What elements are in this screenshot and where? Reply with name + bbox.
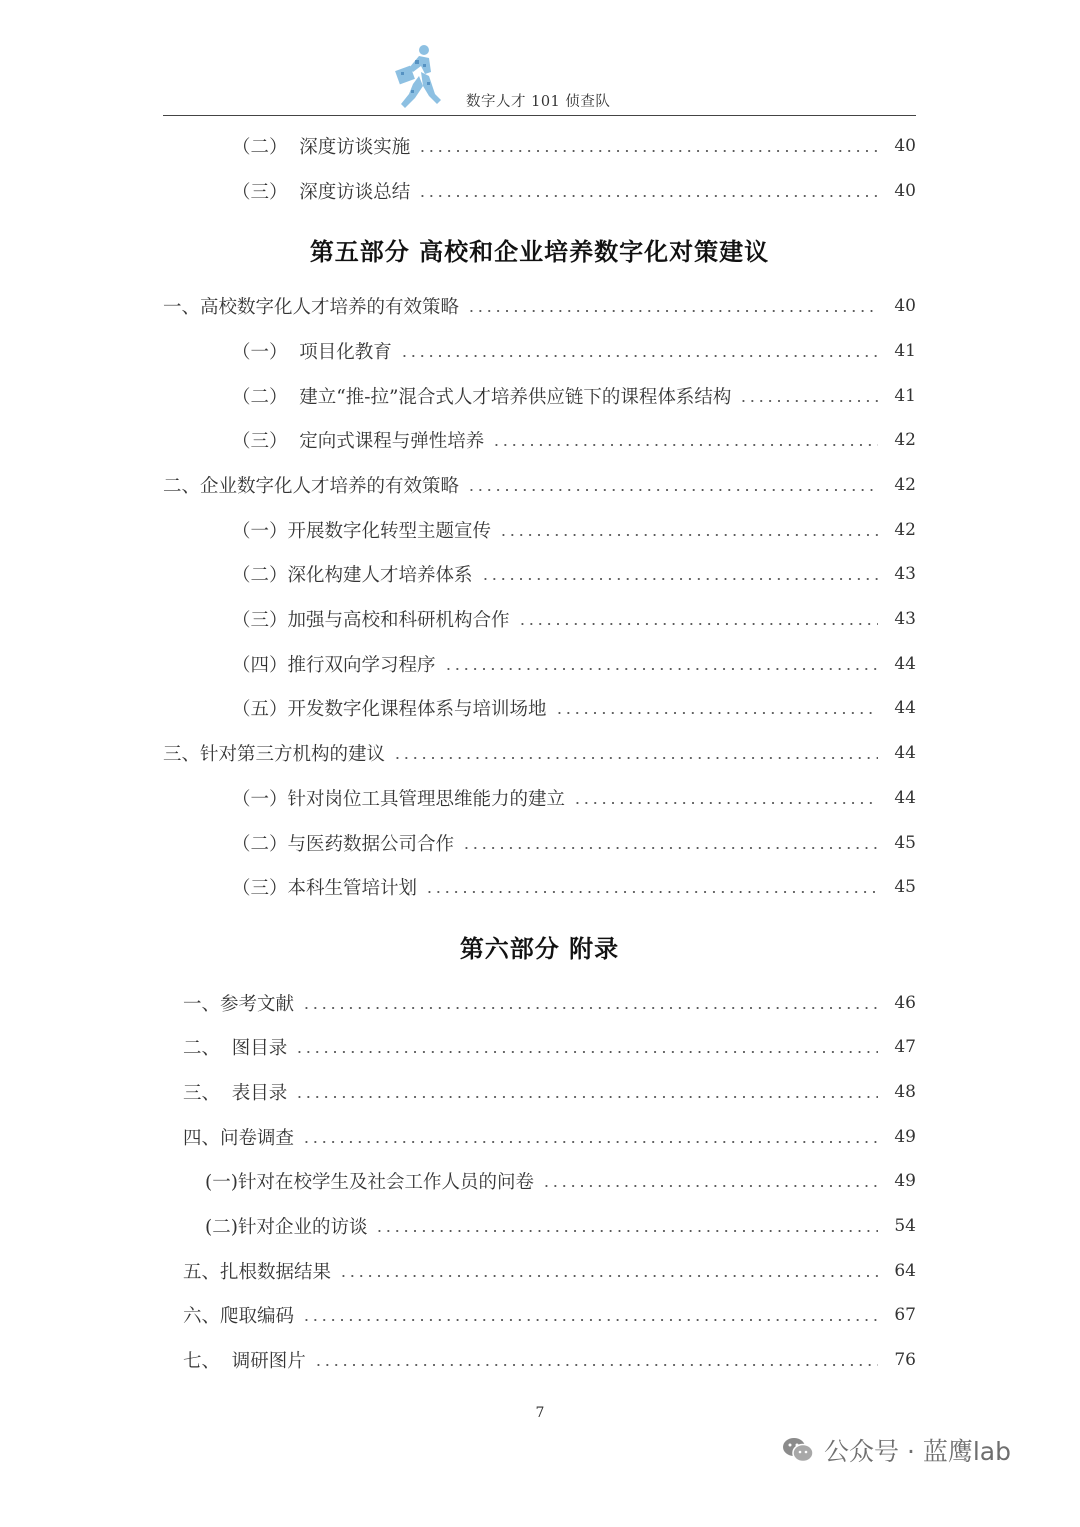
dot-leader (375, 1230, 878, 1232)
toc-entry-page: 64 (894, 1261, 916, 1281)
page-number: 7 (535, 1405, 545, 1421)
toc-entry-label: 二、企业数字化人才培养的有效策略 (163, 476, 460, 497)
toc-entry-number: （四） (232, 655, 288, 676)
toc-entry[interactable] (183, 988, 916, 1018)
toc-entry-number: 一、 (183, 994, 221, 1015)
dot-leader (481, 578, 878, 580)
toc-entry-page: 42 (894, 520, 916, 540)
toc-entry[interactable] (183, 1300, 916, 1330)
dot-leader (339, 1275, 878, 1277)
toc-entry-number: （一） (232, 342, 300, 363)
toc-entry-label: 针对企业的访谈 (237, 1217, 368, 1238)
toc-entry[interactable] (232, 425, 916, 455)
toc-entry-label: 调研图片 (231, 1351, 306, 1372)
toc-entry[interactable] (232, 559, 916, 589)
toc-entry[interactable] (232, 381, 916, 411)
toc-entry[interactable] (232, 176, 916, 206)
dot-leader (400, 355, 878, 357)
dot-leader (518, 623, 878, 625)
toc-entry[interactable] (232, 131, 916, 161)
dot-leader (499, 534, 878, 536)
dot-leader (462, 847, 878, 849)
toc-entry-page: 49 (894, 1171, 916, 1191)
section-heading: 第六部分 附录 (459, 934, 620, 963)
toc-entry-number: 七、 (183, 1351, 232, 1372)
toc-entry-number: （二） (232, 137, 300, 158)
toc-entry[interactable] (232, 783, 916, 813)
toc-entry[interactable] (183, 1256, 916, 1286)
toc-entry-number: （三） (232, 610, 288, 631)
toc-entry-number: （二） (232, 565, 288, 586)
toc-entry-page: 76 (894, 1350, 916, 1370)
dot-leader (295, 1051, 878, 1053)
toc-entry-page: 45 (894, 833, 916, 853)
toc-entry-label: 项目化教育 (299, 342, 392, 363)
dot-leader (467, 489, 878, 491)
toc-entry-number: (一) (205, 1172, 238, 1193)
toc-entry[interactable] (232, 336, 916, 366)
toc-entry[interactable] (232, 604, 916, 634)
toc-entry-label: 针对岗位工具管理思维能力的建立 (287, 789, 566, 810)
toc-entry[interactable] (183, 1122, 916, 1152)
toc-entry[interactable] (232, 828, 916, 858)
toc-entry-label: 本科生管培计划 (287, 878, 418, 899)
dot-leader (302, 1007, 878, 1009)
toc-entry-page: 47 (894, 1037, 916, 1057)
toc-entry-page: 67 (894, 1305, 916, 1325)
toc-entry-label: 深度访谈实施 (299, 137, 411, 158)
toc-entry-number: 二、 (183, 1038, 232, 1059)
toc-entry-label: 加强与高校和科研机构合作 (287, 610, 510, 631)
toc-entry-page: 43 (894, 564, 916, 584)
toc-entry[interactable] (232, 872, 916, 902)
dot-leader (393, 757, 878, 759)
toc-entry[interactable] (232, 693, 916, 723)
dot-leader (302, 1319, 878, 1321)
toc-entry-label: 爬取编码 (220, 1306, 295, 1327)
toc-entry[interactable] (205, 1166, 916, 1196)
toc-entry-number: （一） (232, 521, 288, 542)
toc-entry-label: 深度访谈总结 (299, 182, 411, 203)
toc-entry-number: （二） (232, 387, 300, 408)
dot-leader (425, 891, 878, 893)
toc-entry-number: 三、 (183, 1083, 232, 1104)
toc-entry[interactable] (163, 291, 916, 321)
toc-entry-page: 41 (894, 341, 916, 361)
toc-entry-label: 开发数字化课程体系与培训场地 (287, 699, 547, 720)
toc-entry-label: 图目录 (231, 1038, 288, 1059)
toc-entry-number: （一） (232, 789, 288, 810)
toc-entry[interactable] (183, 1077, 916, 1107)
toc-entry-label: 参考文献 (220, 994, 295, 1015)
toc-entry-page: 48 (894, 1082, 916, 1102)
toc-entry-label: 开展数字化转型主题宣传 (287, 521, 492, 542)
toc-entry[interactable] (205, 1211, 916, 1241)
toc-entry-page: 44 (894, 743, 916, 763)
toc-entry[interactable] (183, 1032, 916, 1062)
page-header (163, 40, 916, 116)
toc-entry[interactable] (183, 1345, 916, 1375)
toc-entry[interactable] (232, 515, 916, 545)
toc-entry-number: (二) (205, 1217, 238, 1238)
toc-entry-label: 与医药数据公司合作 (287, 834, 455, 855)
dot-leader (739, 400, 878, 402)
runner-logo-icon (391, 42, 443, 114)
toc-entry-label: 一、高校数字化人才培养的有效策略 (163, 297, 460, 318)
toc-entry-page: 44 (894, 788, 916, 808)
wechat-icon (782, 1436, 814, 1464)
dot-leader (314, 1364, 878, 1366)
toc-entry-number: （三） (232, 182, 300, 203)
toc-entry-label: 建立“推-拉”混合式人才培养供应链下的课程体系结构 (299, 387, 732, 408)
watermark-text: 公众号 · 蓝鹰lab (824, 1437, 1011, 1466)
watermark (782, 1432, 1011, 1468)
toc-entry-label: 针对在校学生及社会工作人员的问卷 (237, 1172, 534, 1193)
dot-leader (555, 712, 878, 714)
dot-leader (302, 1141, 878, 1143)
toc-entry-label: 深化构建人才培养体系 (287, 565, 473, 586)
toc-entry-number: （三） (232, 431, 300, 452)
toc-entry-label: 扎根数据结果 (220, 1262, 332, 1283)
dot-leader (573, 802, 878, 804)
toc-entry-page: 44 (894, 654, 916, 674)
dot-leader (542, 1185, 878, 1187)
toc-entry-page: 49 (894, 1127, 916, 1147)
toc-entry-page: 43 (894, 609, 916, 629)
header-divider (163, 115, 916, 117)
toc-entry-number: 六、 (183, 1306, 221, 1327)
toc-entry-number: 五、 (183, 1262, 221, 1283)
toc-entry-number: （三） (232, 878, 288, 899)
toc-entry-page: 42 (894, 475, 916, 495)
toc-entry-page: 45 (894, 877, 916, 897)
toc-entry-label: 三、针对第三方机构的建议 (163, 744, 386, 765)
section-heading: 第五部分 高校和企业培养数字化对策建议 (309, 237, 770, 266)
toc-entry-page: 46 (894, 993, 916, 1013)
toc-entry-page: 42 (894, 430, 916, 450)
dot-leader (467, 310, 878, 312)
toc-entry-number: 四、 (183, 1128, 221, 1149)
toc-entry-page: 40 (894, 296, 916, 316)
toc-entry-page: 44 (894, 698, 916, 718)
dot-leader (444, 668, 878, 670)
toc-entry[interactable] (232, 649, 916, 679)
toc-entry-label: 问卷调查 (220, 1128, 295, 1149)
dot-leader (418, 150, 878, 152)
dot-leader (418, 195, 878, 197)
toc-entry-page: 54 (894, 1216, 916, 1236)
toc-entry-page: 40 (894, 136, 916, 156)
toc-entry[interactable] (163, 738, 916, 768)
toc-entry-label: 推行双向学习程序 (287, 655, 436, 676)
toc-entry-label: 表目录 (231, 1083, 288, 1104)
toc-entry-number: （二） (232, 834, 288, 855)
toc-entry-number: （五） (232, 699, 288, 720)
toc-entry-page: 41 (894, 386, 916, 406)
dot-leader (492, 444, 878, 446)
toc-entry-label: 定向式课程与弹性培养 (299, 431, 485, 452)
dot-leader (295, 1096, 878, 1098)
header-title: 数字人才 101 侦查队 (466, 94, 611, 110)
toc-entry[interactable] (163, 470, 916, 500)
toc-entry-page: 40 (894, 181, 916, 201)
